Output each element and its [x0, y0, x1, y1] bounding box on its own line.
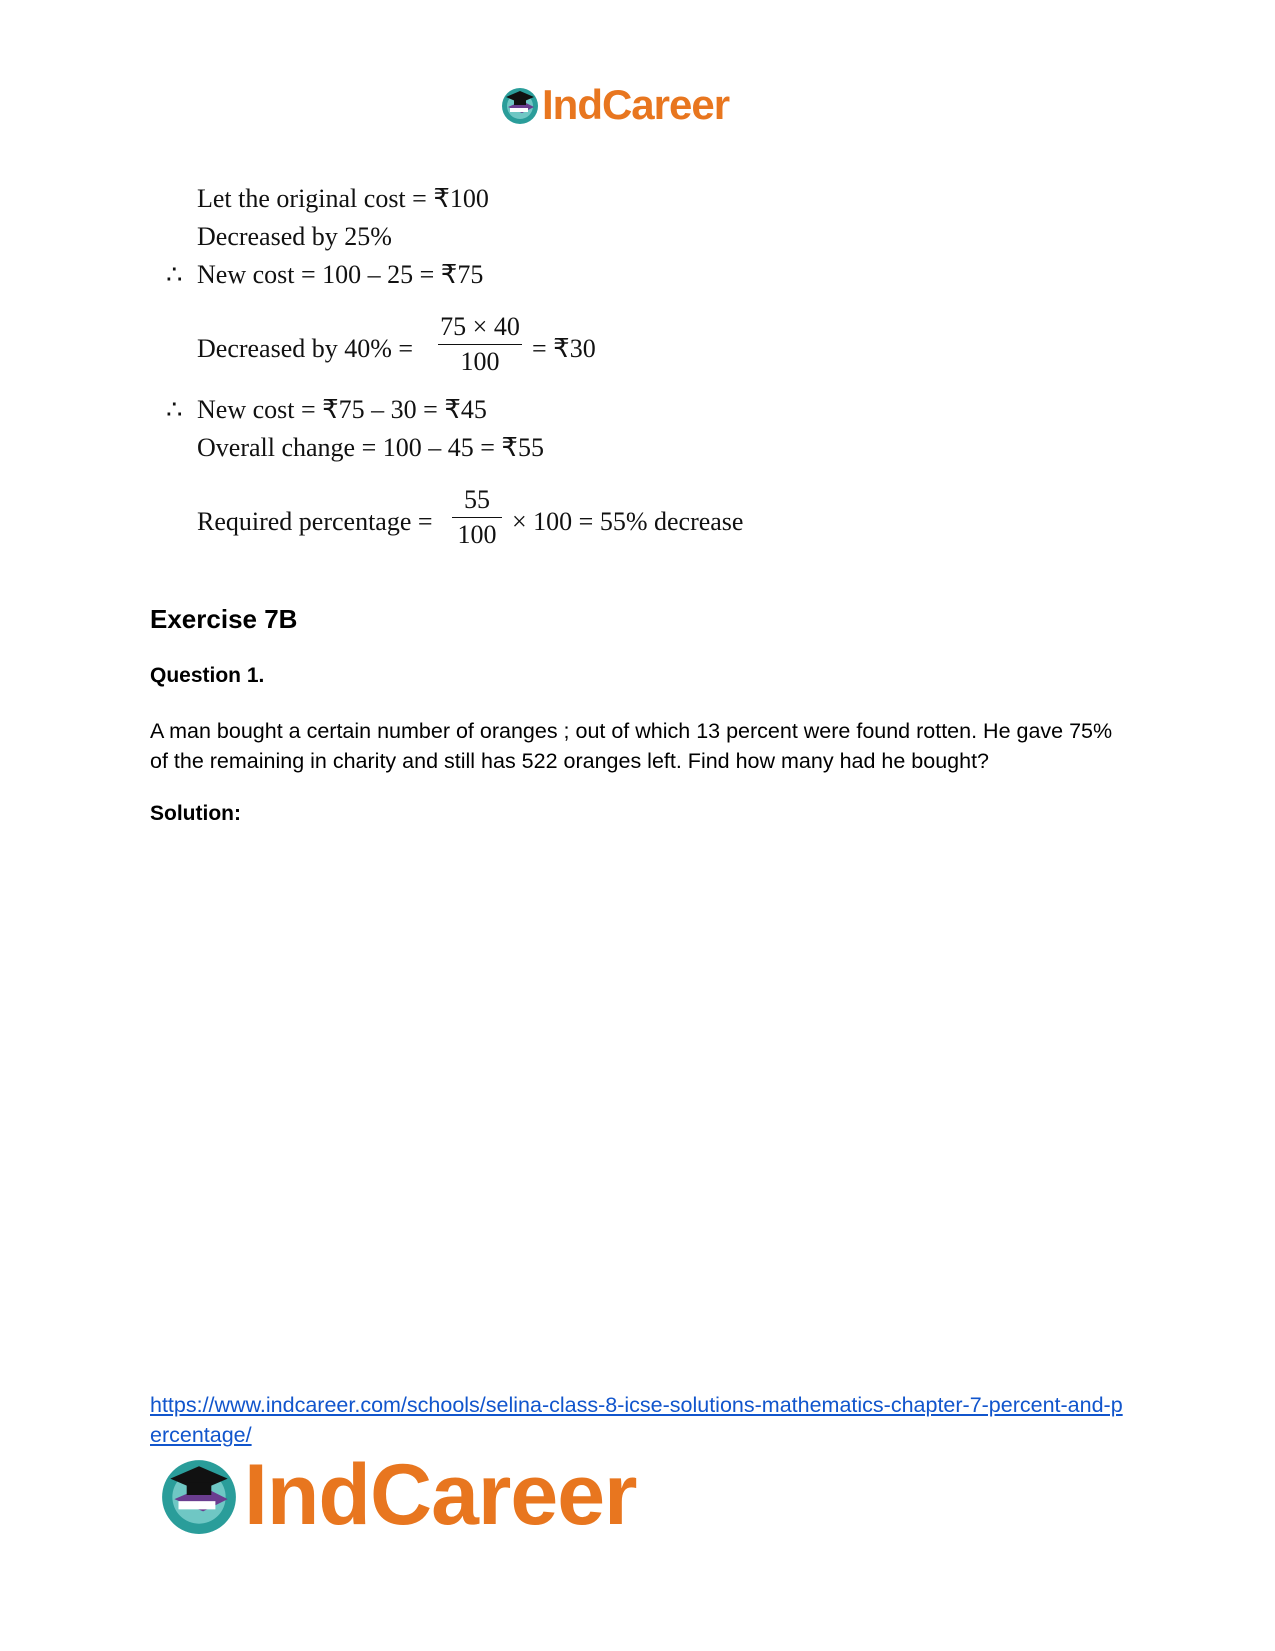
graduation-cap-logo-icon: [500, 85, 540, 125]
fraction-denominator: 100: [457, 520, 497, 549]
fraction-denominator: 100: [460, 347, 500, 376]
math-line-1: Let the original cost = ₹100: [197, 184, 489, 213]
logo-text: IndCareer: [542, 81, 730, 128]
fraction-bar: [438, 344, 522, 345]
math-line-2: Decreased by 25%: [197, 222, 392, 251]
solution-heading: Solution:: [150, 802, 241, 825]
fraction-75x40-over-100: [438, 312, 522, 377]
therefore-symbol: ∴: [166, 395, 183, 424]
header-logo: [500, 80, 729, 130]
question-text: A man bought a certain number of oranges ; out of which 13 percent were found rotten. He gave 75% of the remaining in charity and still has 522 oranges left. Find how many had he bought?: [150, 719, 1113, 773]
therefore-symbol: ∴: [166, 260, 183, 289]
math-line-3: New cost = 100 – 25 = ₹75: [197, 260, 484, 289]
math-line-4-prefix: Decreased by 40% =: [197, 334, 414, 363]
math-line-6: Overall change = 100 – 45 = ₹55: [197, 433, 544, 462]
graduation-cap-logo-icon: [158, 1454, 240, 1536]
exercise-heading: Exercise 7B: [150, 604, 298, 634]
math-line-7-prefix: Required percentage =: [197, 507, 433, 536]
source-link[interactable]: https://www.indcareer.com/schools/selina-class-8-icse-solutions-mathematics-chapter-7-percent-and-percentage/: [150, 1393, 1123, 1447]
fraction-55-over-100: [452, 485, 502, 550]
footer-logo: [158, 1447, 637, 1543]
math-line-4-suffix: = ₹30: [532, 334, 596, 363]
fraction-bar: [452, 517, 502, 518]
question-heading: Question 1.: [150, 664, 265, 687]
fraction-numerator: 75 × 40: [440, 312, 520, 341]
logo-text: IndCareer: [244, 1447, 637, 1543]
fraction-numerator: 55: [464, 485, 490, 514]
math-line-7-suffix: × 100 = 55% decrease: [512, 507, 744, 536]
math-line-5: New cost = ₹75 – 30 = ₹45: [197, 395, 487, 424]
